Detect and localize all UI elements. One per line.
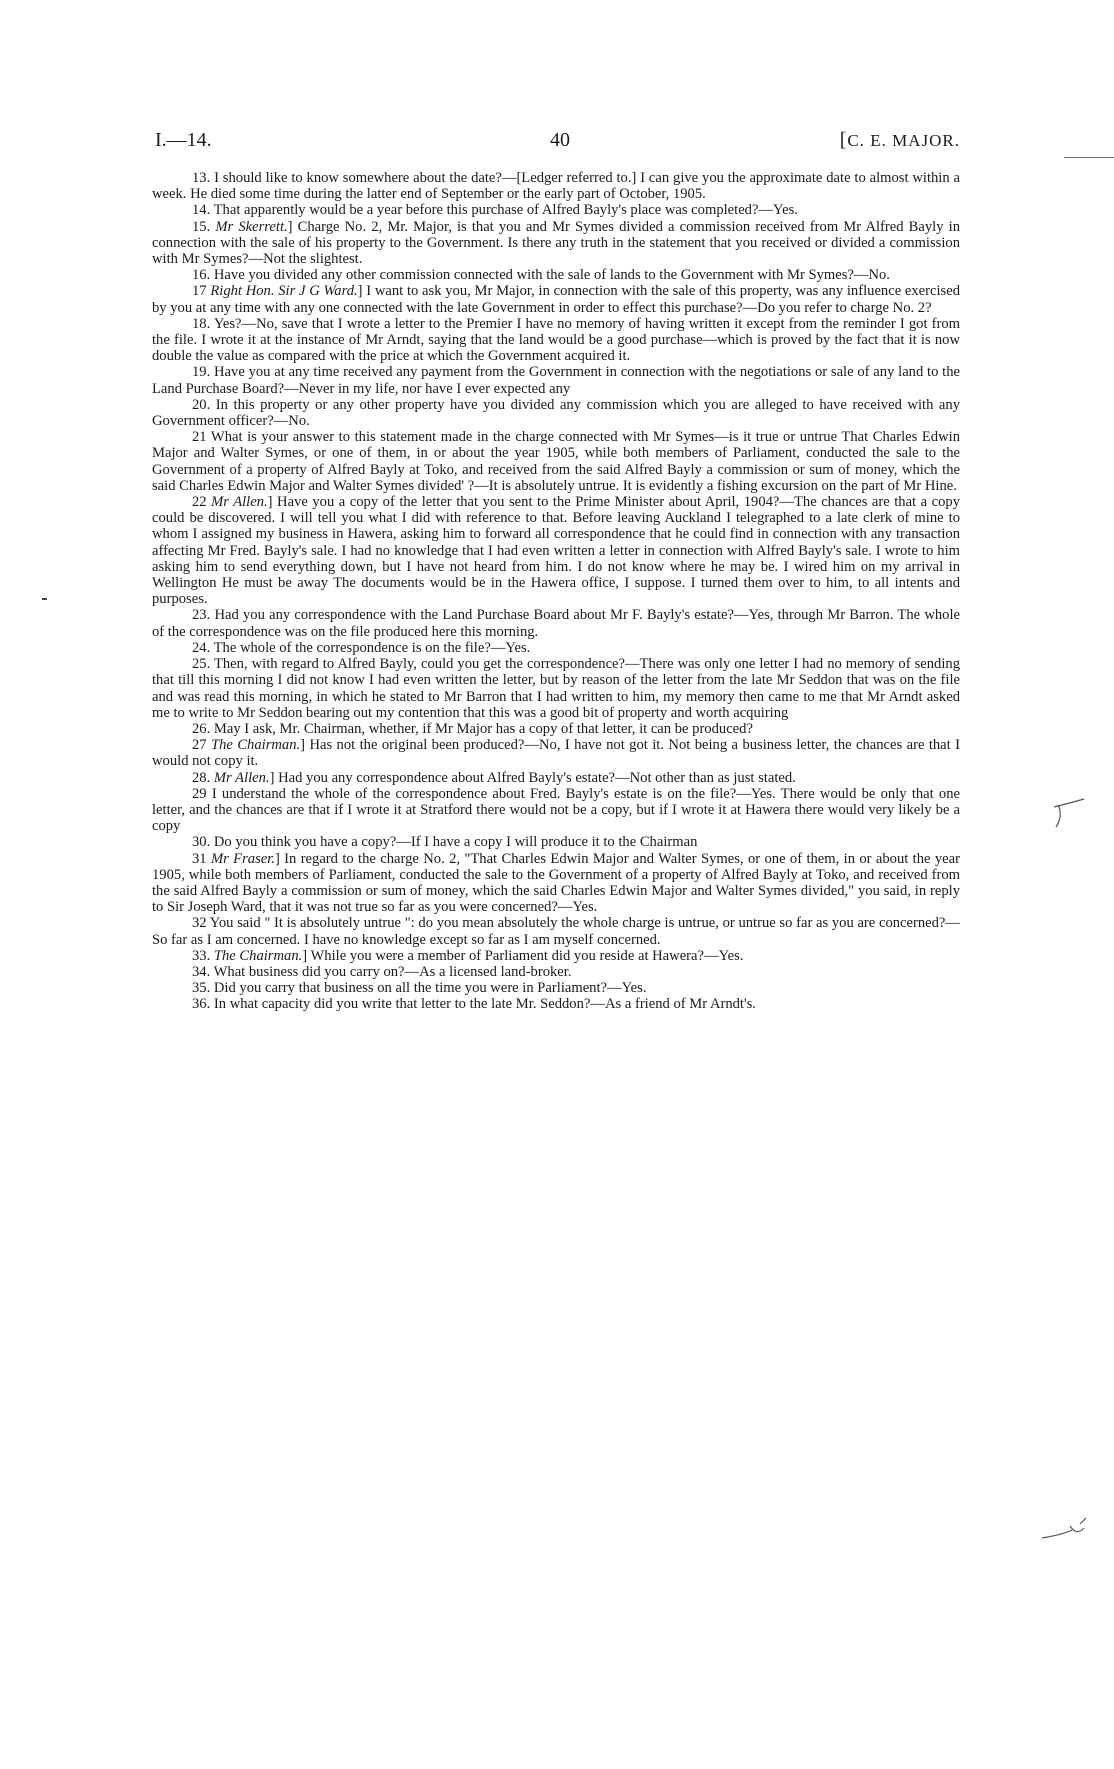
paragraph-text: 21 What is your answer to this statement made in the charge connected with Mr Symes—is it true or untrue That Charles Edwin Major and Walter Symes, or one of them, in or about the year 1905, while both members of Parliament, conducted the sale to the Government of a property of Alfred Bayly at Toko, and received from the said Alfred Bayly a commission or sum of money, which the said Charles Edwin Major and Walter Symes divided' ?—It is absolutely untrue. It is evidently a fishing excursion on the part of Mr Hine. xyxy=(152,429,960,494)
question-number: 17 xyxy=(192,283,211,300)
testimony-paragraph xyxy=(152,851,960,916)
testimony-paragraph xyxy=(152,656,960,721)
paragraph-text: 20. In this property or any other property have you divided any commission which you are alleged to have received with any Government officer?—No. xyxy=(152,396,960,430)
page-header xyxy=(155,125,960,155)
testimony-paragraph xyxy=(152,429,960,494)
margin-rule xyxy=(1064,157,1114,158)
testimony-paragraph xyxy=(152,267,960,283)
paragraph-text: 29 I understand the whole of the correspondence about Fred. Bayly's estate is on the file?—Yes. There would be only that one letter, and the chances are that if I wrote it at Stratford there would not be a copy, but if I wrote it at Hawera there would very likely be a copy xyxy=(152,785,960,835)
testimony-paragraph xyxy=(152,834,960,850)
paragraph-text: ] Had you any correspondence about Alfred Bayly's estate?—Not other than as just stated. xyxy=(269,769,796,786)
testimony-paragraph xyxy=(152,721,960,737)
paragraph-text: 14. That apparently would be a year before this purchase of Alfred Bayly's place was completed?—Yes. xyxy=(192,202,798,219)
testimony-paragraph xyxy=(152,640,960,656)
speaker-name: Right Hon. Sir J G Ward. xyxy=(210,283,358,300)
paragraph-text: 30. Do you think you have a copy?—If I have a copy I will produce it to the Chairman xyxy=(192,834,698,851)
paragraph-text: 19. Have you at any time received any payment from the Government in connection with the negotiations or sale of any land to the Land Purchase Board?—Never in my life, nor have I ever expected any xyxy=(152,364,960,397)
header-bracket: [ xyxy=(839,129,848,151)
page-number: 40 xyxy=(550,129,570,151)
paragraph-text: 23. Had you any correspondence with the Land Purchase Board about Mr F. Bayly's estate?—Yes, through Mr Barron. The whole of the correspondence was on the file produced here this morning. xyxy=(152,607,960,640)
margin-tick-mark xyxy=(1052,793,1086,829)
paragraph-text: 32 You said " It is absolutely untrue ": do you mean absolutely the whole charge is untrue, or untrue so far as you are concerned?—So far as I am concerned. I have no knowledge except so far as I am myself concerned. xyxy=(152,915,960,948)
paragraph-text: 34. What business did you carry on?—As a licensed land-broker. xyxy=(192,963,572,980)
margin-dash xyxy=(42,598,47,600)
question-number: 15. xyxy=(192,218,216,235)
question-number: 28. xyxy=(192,769,214,786)
report-reference: I.—14. xyxy=(155,129,212,151)
speaker-name: Mr Skerrett. xyxy=(215,218,288,235)
testimony-paragraph xyxy=(152,996,960,1012)
margin-scribble-mark xyxy=(1040,1516,1090,1546)
paragraph-text: 24. The whole of the correspondence is on the file?—Yes. xyxy=(192,639,531,656)
paragraph-text: 26. May I ask, Mr. Chairman, whether, if Mr Major has a copy of that letter, it can be produced? xyxy=(192,720,753,737)
paragraph-text: ] Has not the original been produced?—No, I have not got it. Not being a business letter, the chances are that I would not copy it. xyxy=(152,737,960,770)
testimony-paragraph xyxy=(152,219,960,268)
testimony-paragraph xyxy=(152,770,960,786)
testimony-paragraph xyxy=(152,364,960,396)
paragraph-text: 18. Yes?—No, save that I wrote a letter to the Premier I have no memory of having written it except from the reminder I got from the file. I wrote it at the instance of Mr Arndt, saying that the land would be a good purchase—which is proved by the fact that it is now double the value as compared with the price at which the Government acquired it. xyxy=(152,315,960,365)
testimony-paragraph xyxy=(152,786,960,835)
witness-name: C. E. MAJOR. xyxy=(847,131,960,150)
witness-name-header xyxy=(840,125,960,156)
paragraph-text: ] In regard to the charge No. 2, "That Charles Edwin Major and Walter Symes, or one of them, in or about the year 1905, while both members of Parliament, conducted the sale to the Government of a property of Alfred Bayly at Toko, and received from the said Alfred Bayly a commission or sum of money, which the said Charles Edwin Major and Walter Symes divided," you said, in reply to Sir Joseph Ward, that it was not true so far as you were concerned?—Yes. xyxy=(152,850,960,916)
paragraph-text: ] While you were a member of Parliament did you reside at Hawera?—Yes. xyxy=(302,947,744,964)
paragraph-text: 13. I should like to know somewhere about the date?—[Ledger referred to.] I can give you the approximate date to almost within a week. He died some time during the latter end of September or the early part of October, 1905. xyxy=(152,170,960,203)
speaker-name: Mr Fraser. xyxy=(210,850,275,867)
speaker-name: Mr Allen. xyxy=(211,494,268,511)
paragraph-text: 36. In what capacity did you write that letter to the late Mr. Seddon?—As a friend of Mr Arndt's. xyxy=(192,996,756,1013)
testimony-paragraph xyxy=(152,964,960,980)
paragraph-text: ] Charge No. 2, Mr. Major, is that you and Mr Symes divided a commission received from Mr Alfred Bayly in connection with the sale of his property to the Government. Is there any truth in the statement that you received or divided a commission with Mr Symes?—Not the slightest. xyxy=(152,218,961,268)
paragraph-text: 25. Then, with regard to Alfred Bayly, could you get the correspondence?—There was only one letter I had no memory of sending that till this morning I did not know I had even written the letter, but by reason of the letter from the late Mr Seddon that was on the file and was read this morning, in which he stated to Mr Barron that I had written to him, my memory then came to me that Mr Arndt asked me to write to Mr Seddon bearing out my contention that this was a good bit of property and worth acquiring xyxy=(152,656,960,721)
paragraph-text: 16. Have you divided any other commission connected with the sale of lands to the Government with Mr Symes?—No. xyxy=(192,267,890,284)
paragraph-text: 35. Did you carry that business on all the time you were in Parliament?—Yes. xyxy=(192,980,647,997)
testimony-paragraph xyxy=(152,170,960,202)
paragraph-text: ] I want to ask you, Mr Major, in connection with the sale of this property, was any influence exercised by you at any time with any one connected with the late Government in order to effect this purchase?—Do you refer to charge No. 2? xyxy=(152,283,961,316)
testimony-body xyxy=(152,170,960,1013)
testimony-paragraph xyxy=(152,980,960,996)
testimony-paragraph xyxy=(152,915,960,947)
paragraph-text: ] Have you a copy of the letter that you sent to the Prime Minister about April, 1904?—The chances are that a copy could be discovered. I will tell you what I did with reference to that. Before leaving Auckland I telegraphed to a late clerk of mine to whom I assigned my business in Hawera, asking him to forward all correspondence that he could find in connection with any transaction affecting Mr Fred. Bayly's sale. I had no knowledge that I had even written a letter in connection with Alfred Bayly's sale. I wrote to him asking him to send everything down, but I have not heard from him. I do not know where he may be. I wired him on my arrival in Wellington He must be away The documents would be in the Hawera office, I suppose. I turned them over to him, to all intents and purposes. xyxy=(152,494,961,608)
question-number: 27 xyxy=(192,737,212,754)
testimony-paragraph xyxy=(152,737,960,769)
testimony-paragraph xyxy=(152,283,960,315)
speaker-name: Mr Allen. xyxy=(213,769,270,786)
question-number: 31 xyxy=(192,850,211,867)
question-number: 22 xyxy=(192,494,212,511)
testimony-paragraph xyxy=(152,397,960,429)
question-number: 33. xyxy=(192,947,214,964)
testimony-paragraph xyxy=(152,494,960,607)
speaker-name: The Chairman. xyxy=(213,947,303,964)
testimony-paragraph xyxy=(152,948,960,964)
speaker-name: The Chairman. xyxy=(211,737,301,754)
testimony-paragraph xyxy=(152,202,960,218)
testimony-paragraph xyxy=(152,316,960,365)
testimony-paragraph xyxy=(152,607,960,639)
